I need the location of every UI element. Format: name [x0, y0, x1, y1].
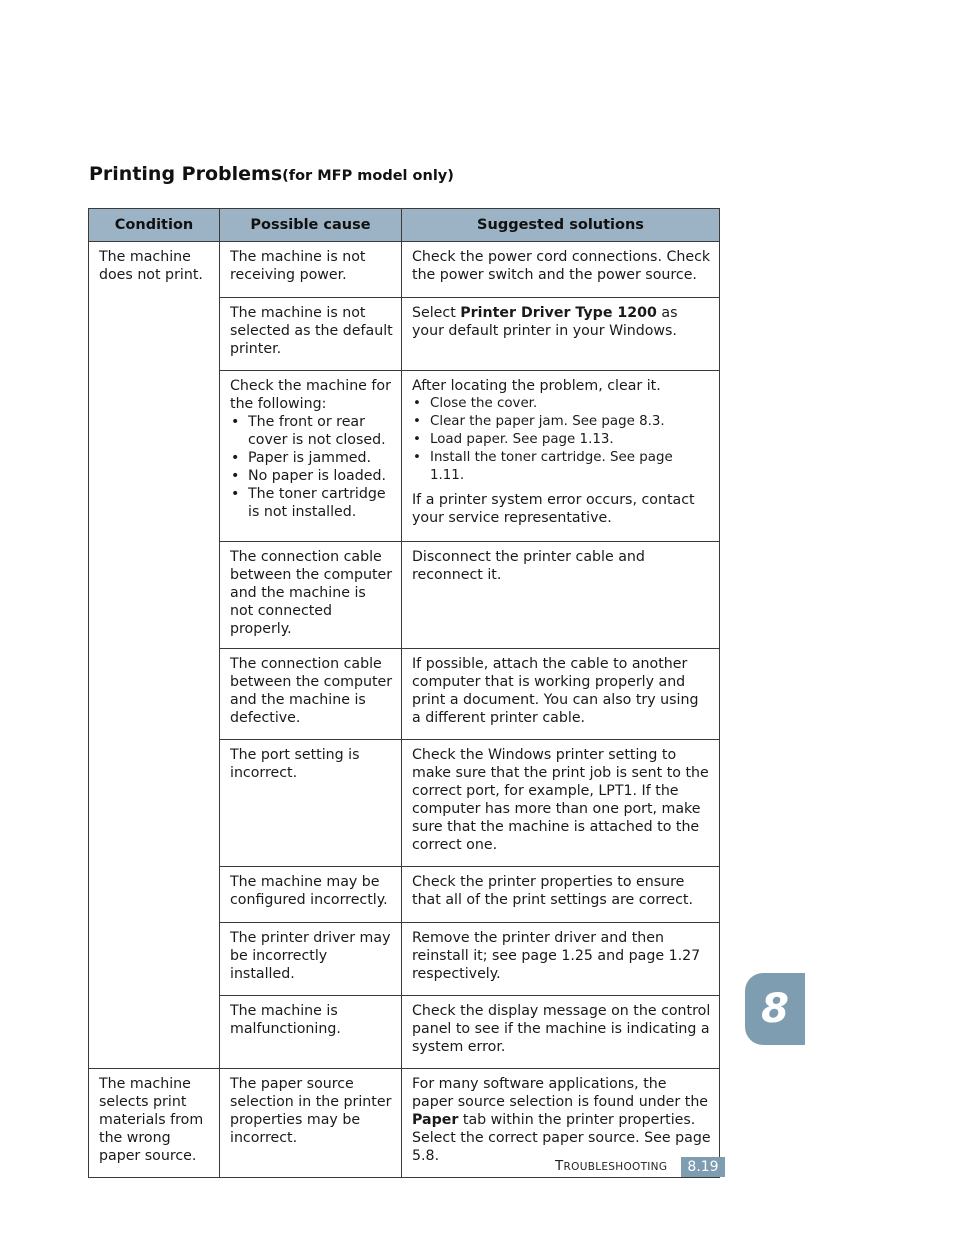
- list-item: • Paper is jammed.: [230, 449, 393, 467]
- solution-bold-text: Paper: [412, 1112, 459, 1128]
- condition-cell: The machine does not print.: [89, 242, 220, 1069]
- solution-text: as your default printer in your Windows.: [412, 305, 678, 339]
- column-header-cause: Possible cause: [220, 209, 402, 242]
- cause-cell: The machine is not selected as the default printer.: [220, 298, 402, 371]
- list-item: • No paper is loaded.: [230, 467, 393, 485]
- cause-cell: The machine is not receiving power.: [220, 242, 402, 298]
- cause-cell: The port setting is incorrect.: [220, 740, 402, 867]
- cause-cell: The printer driver may be incorrectly installed.: [220, 923, 402, 996]
- list-item: • The front or rear cover is not closed.: [230, 413, 393, 449]
- footer-section-label: [555, 1158, 667, 1174]
- list-item: • The toner cartridge is not installed.: [230, 485, 393, 521]
- cause-list: [230, 413, 393, 521]
- solution-bold-text: Printer Driver Type 1200: [460, 305, 657, 321]
- troubleshooting-table: [88, 208, 720, 1178]
- solution-cell: [402, 298, 720, 371]
- cause-cell: The connection cable between the computer and the machine is defective.: [220, 649, 402, 740]
- solution-list: [412, 395, 711, 485]
- cause-cell: [220, 371, 402, 542]
- solution-intro: After locating the problem, clear it.: [412, 378, 661, 394]
- table-row: [89, 242, 720, 298]
- condition-cell: The machine selects print materials from the wrong paper source.: [89, 1069, 220, 1178]
- list-item: • Install the toner cartridge. See page 1.11.: [412, 449, 711, 485]
- solution-cell: Check the Windows printer setting to make sure that the print job is sent to the correct port, for example, LPT1. If the computer has more than one port, make sure that the machine is attached to the correct one.: [402, 740, 720, 867]
- column-header-solutions: Suggested solutions: [402, 209, 720, 242]
- solution-outro: If a printer system error occurs, contact your service representative.: [412, 492, 695, 526]
- cause-cell: The machine may be configured incorrectly.: [220, 867, 402, 923]
- list-item: • Load paper. See page 1.13.: [412, 431, 711, 449]
- chapter-tab: 8: [745, 973, 805, 1045]
- solution-cell: [402, 371, 720, 542]
- cause-intro: Check the machine for the following:: [230, 378, 391, 412]
- solution-cell: Remove the printer driver and then reinstall it; see page 1.25 and page 1.27 respectively.: [402, 923, 720, 996]
- page-title: [89, 163, 454, 185]
- cause-cell: The connection cable between the computer and the machine is not connected properly.: [220, 542, 402, 649]
- page-number: 8.19: [681, 1157, 725, 1177]
- list-item: • Clear the paper jam. See page 8.3.: [412, 413, 711, 431]
- solution-text: Select: [412, 305, 461, 321]
- footer-section-rest: ROUBLESHOOTING: [563, 1161, 668, 1173]
- solution-text: tab within the printer properties. Select the correct paper source. See page 5.8.: [412, 1112, 711, 1164]
- list-item: • Close the cover.: [412, 395, 711, 413]
- solution-cell: Check the printer properties to ensure that all of the print settings are correct.: [402, 867, 720, 923]
- title-subtitle: (for MFP model only): [282, 168, 454, 184]
- solution-cell: Check the power cord connections. Check the power switch and the power source.: [402, 242, 720, 298]
- cause-cell: The paper source selection in the printer properties may be incorrect.: [220, 1069, 402, 1178]
- column-header-condition: Condition: [89, 209, 220, 242]
- solution-cell: If possible, attach the cable to another computer that is working properly and print a document. You can also try using a different printer cable.: [402, 649, 720, 740]
- title-text: Printing Problems: [89, 163, 283, 185]
- solution-cell: Disconnect the printer cable and reconnect it.: [402, 542, 720, 649]
- solution-cell: Check the display message on the control panel to see if the machine is indicating a system error.: [402, 996, 720, 1069]
- cause-cell: The machine is malfunctioning.: [220, 996, 402, 1069]
- solution-text: For many software applications, the paper source selection is found under the: [412, 1076, 709, 1110]
- footer-section-initial: T: [555, 1158, 564, 1174]
- table-header-row: [89, 209, 720, 242]
